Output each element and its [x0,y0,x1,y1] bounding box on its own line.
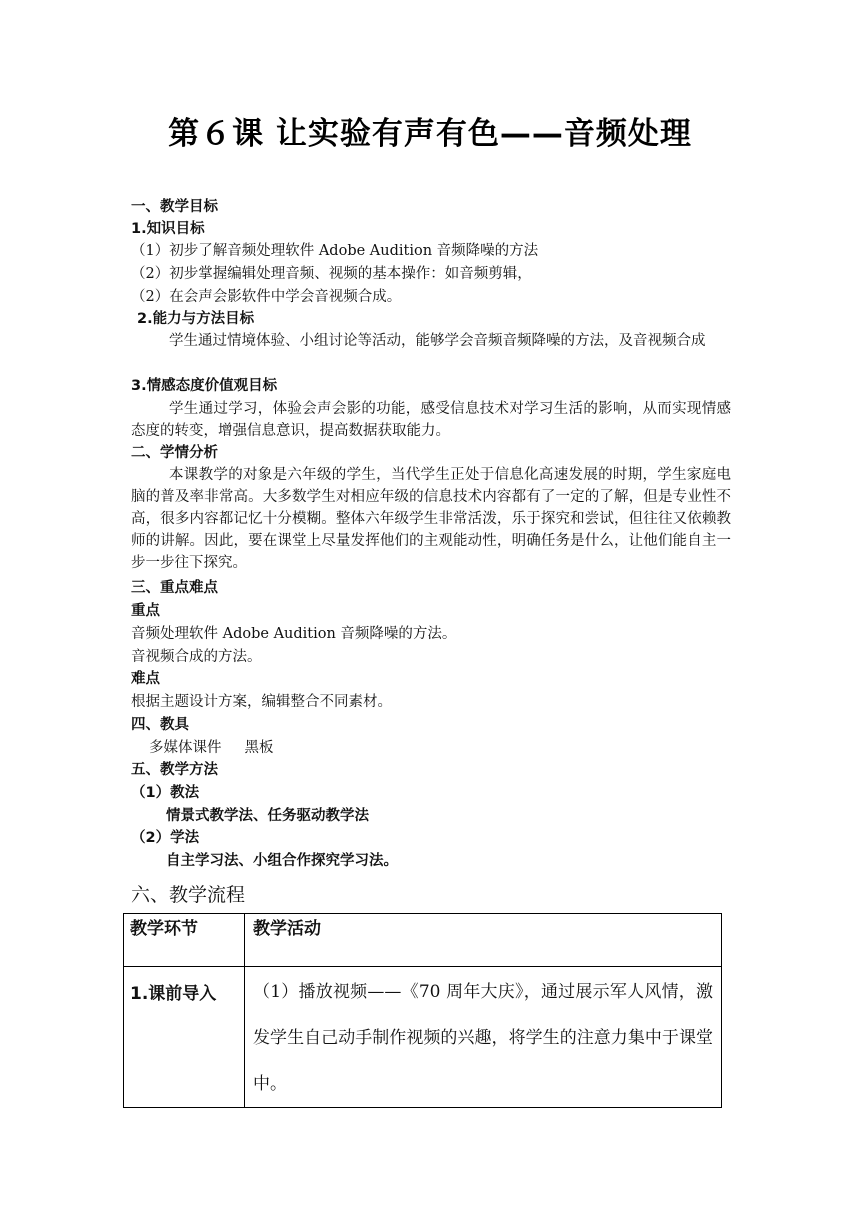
emotion-goal-text: 学生通过学习，体验会声会影的功能，感受信息技术对学习生活的影响，从而实现情感态度的转变，增强信息意识，提高数据获取能力。 [131,401,731,439]
tools-list: 多媒体课件 黑板 [149,740,274,756]
ability-goal-heading: 2.能力与方法目标 [137,311,255,327]
key-point-heading: 重点 [131,603,160,619]
knowledge-goal-heading: 1.知识目标 [131,221,205,237]
table-row [124,967,722,1108]
teaching-method-text: 情景式教学法、任务驱动教学法 [166,808,369,824]
table-header-stage: 教学环节 [124,914,245,967]
section-heading-key-points: 三、重点难点 [131,580,218,596]
section-heading-methods: 五、教学方法 [131,762,218,778]
lesson-title: 第６课 让实验有声有色——音频处理 [168,116,692,152]
knowledge-goal-item: （2）初步掌握编辑处理音频、视频的基本操作：如音频剪辑， [131,266,532,282]
table-cell-stage: 1.课前导入 [124,967,245,1108]
learning-method-text: 自主学习法、小组合作探究学习法。 [166,853,398,869]
ability-goal-text: 学生通过情境体验、小组讨论等活动，能够学会音频音频降噪的方法，及音视频合成 [169,333,706,349]
knowledge-goal-item: （1）初步了解音频处理软件 Adobe Audition 音频降噪的方法 [131,243,539,259]
learning-method-heading: （2）学法 [131,830,200,846]
teaching-flow-table [123,913,722,1108]
section-heading-analysis: 二、学情分析 [131,445,218,461]
table-header-row [124,914,722,967]
key-point-item: 音频处理软件 Adobe Audition 音频降噪的方法。 [131,626,457,642]
teaching-method-heading: （1）教法 [131,785,200,801]
emotion-goal-heading: 3.情感态度价值观目标 [131,378,278,394]
analysis-text: 本课教学的对象是六年级的学生，当代学生正处于信息化高速发展的时期，学生家庭电脑的普及率非常高。大多数学生对相应年级的信息技术内容都有了一定的了解，但是专业性不高，很多内容都记忆十分模糊。整体六年级学生非常活泼，乐于探究和尝试，但往往又依赖教师的讲解。因此，要在课堂上尽量发挥他们的主观能动性，明确任务是什么，让他们能自主一步一步往下探究。 [131,467,731,571]
section-heading-flow: 六、教学流程 [131,884,246,906]
difficulty-item: 根据主题设计方案，编辑整合不同素材。 [131,694,392,710]
table-cell-activity-wrap [245,967,722,1108]
table-header-activity: 教学活动 [245,914,722,967]
section-heading-tools: 四、教具 [131,717,189,733]
section-heading-goals: 一、教学目标 [131,199,218,215]
key-point-item: 音视频合成的方法。 [131,649,262,665]
knowledge-goal-item: （2）在会声会影软件中学会音视频合成。 [131,289,402,305]
difficulty-heading: 难点 [131,671,160,687]
table-cell-activity: （1）播放视频——《70 周年大庆》，通过展示军人风情，激发学生自己动手制作视频的兴趣，将学生的注意力集中于课堂中。 [253,982,713,1094]
